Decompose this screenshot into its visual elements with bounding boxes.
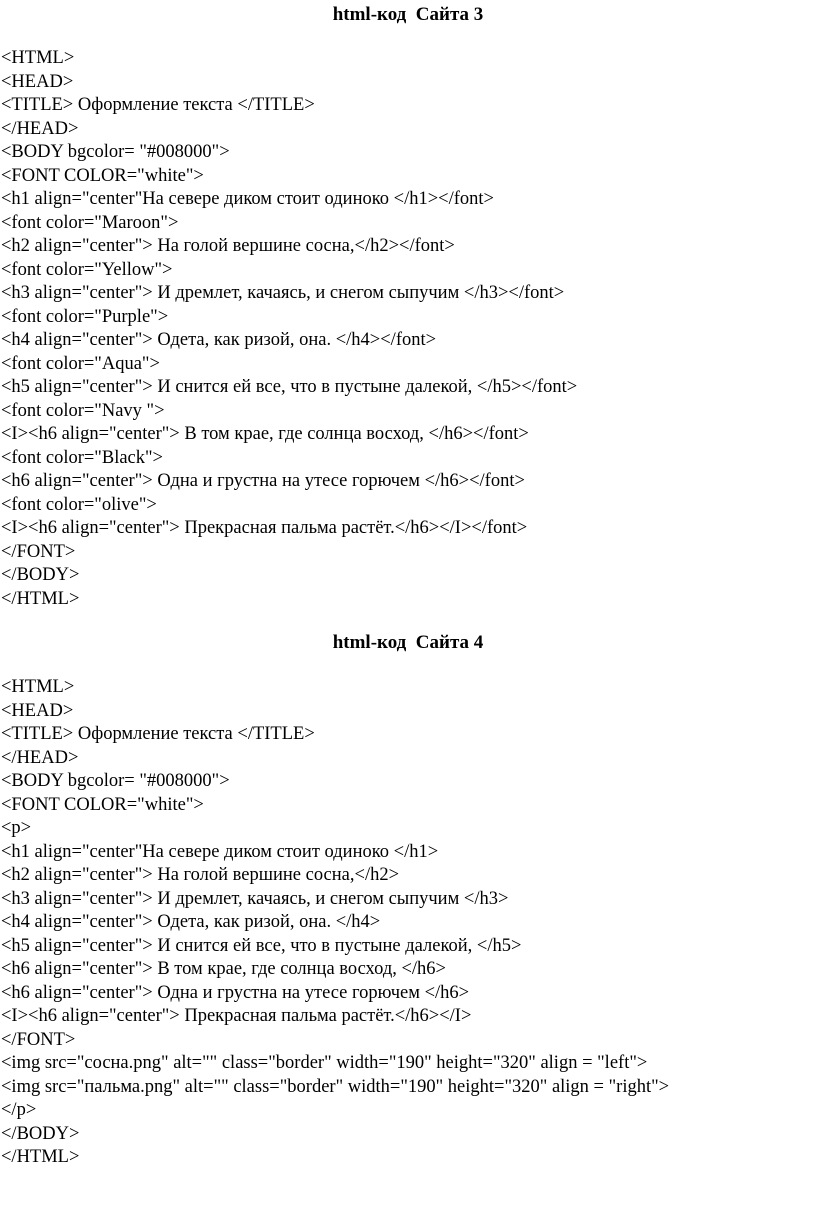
site-4-code-section bbox=[0, 631, 816, 1170]
code-line: <font color="Black"> bbox=[1, 447, 163, 468]
code-line: <FONT COLOR="white"> bbox=[1, 794, 204, 815]
code-line: <font color="Maroon"> bbox=[1, 212, 179, 233]
code-line: <img src="сосна.png" alt="" class="border" width="190" height="320" align = "left"> bbox=[1, 1053, 648, 1073]
code-line: </HEAD> bbox=[1, 118, 79, 139]
code-line: <p> bbox=[1, 818, 32, 838]
code-line: <font color="Navy "> bbox=[1, 400, 165, 421]
code-line: <img src="пальма.png" alt="" class="border" width="190" height="320" align = "right"> bbox=[1, 1076, 670, 1097]
code-line: <font color="Aqua"> bbox=[1, 353, 160, 374]
code-line: <h4 align="center"> Одета, как ризой, она. </h4> bbox=[1, 912, 381, 932]
code-line: <TITLE> Оформление текста </TITLE> bbox=[1, 724, 315, 744]
site-3-code-listing bbox=[0, 47, 816, 611]
code-line: <h5 align="center"> И снится ей все, что в пустыне далекой, </h5> bbox=[1, 935, 522, 956]
code-line: <FONT COLOR="white"> bbox=[1, 165, 204, 186]
code-line: <h6 align="center"> Одна и грустна на утесе горючем </h6> bbox=[1, 982, 470, 1003]
code-line: <HTML> bbox=[1, 48, 75, 68]
code-line: </FONT> bbox=[1, 1029, 76, 1050]
code-line: <h5 align="center"> И снится ей все, что в пустыне далекой, </h5></font> bbox=[1, 377, 578, 397]
code-line: <font color="Yellow"> bbox=[1, 259, 173, 280]
code-line: <BODY bgcolor= "#008000"> bbox=[1, 142, 230, 162]
code-line: </HTML> bbox=[1, 588, 80, 609]
code-line: <h6 align="center"> Одна и грустна на утесе горючем </h6></font> bbox=[1, 471, 525, 491]
code-line: <h1 align="center"На севере диком стоит одиноко </h1></font> bbox=[1, 189, 494, 209]
code-line: </HTML> bbox=[1, 1147, 80, 1167]
code-line: <HTML> bbox=[1, 677, 75, 697]
code-line: </FONT> bbox=[1, 541, 76, 562]
code-line: <I><h6 align="center"> Прекрасная пальма растёт.</h6></I> bbox=[1, 1006, 472, 1026]
code-line: <I><h6 align="center"> Прекрасная пальма растёт.</h6></I></font> bbox=[1, 518, 528, 538]
code-line: <h6 align="center"> В том крае, где солнца восход, </h6> bbox=[1, 959, 446, 979]
code-line: <h4 align="center"> Одета, как ризой, она. </h4></font> bbox=[1, 330, 437, 350]
site-3-code-section bbox=[0, 3, 816, 611]
code-line: </HEAD> bbox=[1, 747, 79, 768]
site-3-heading: html-код Сайта 3 bbox=[332, 4, 484, 25]
code-line: <BODY bgcolor= "#008000"> bbox=[1, 771, 230, 791]
code-line: <HEAD> bbox=[1, 71, 74, 92]
code-line: <font color="Purple"> bbox=[1, 306, 169, 327]
code-line: </p> bbox=[1, 1100, 37, 1120]
code-line: <I><h6 align="center"> В том крае, где солнца восход, </h6></font> bbox=[1, 424, 529, 444]
code-line: <HEAD> bbox=[1, 700, 74, 721]
code-line: <h2 align="center"> На голой вершине сосна,</h2></font> bbox=[1, 236, 455, 256]
code-line: <TITLE> Оформление текста </TITLE> bbox=[1, 95, 315, 115]
code-line: <h2 align="center"> На голой вершине сосна,</h2> bbox=[1, 865, 400, 885]
code-line: <h1 align="center"На севере диком стоит одиноко </h1> bbox=[1, 841, 439, 862]
code-line: <h3 align="center"> И дремлет, качаясь, и снегом сыпучим </h3></font> bbox=[1, 283, 565, 303]
code-line: <font color="olive"> bbox=[1, 494, 157, 515]
code-line: <h3 align="center"> И дремлет, качаясь, и снегом сыпучим </h3> bbox=[1, 888, 509, 909]
site-4-code-listing bbox=[0, 676, 816, 1170]
code-line: </BODY> bbox=[1, 565, 80, 585]
site-4-heading: html-код Сайта 4 bbox=[332, 632, 484, 653]
code-line: </BODY> bbox=[1, 1123, 80, 1144]
